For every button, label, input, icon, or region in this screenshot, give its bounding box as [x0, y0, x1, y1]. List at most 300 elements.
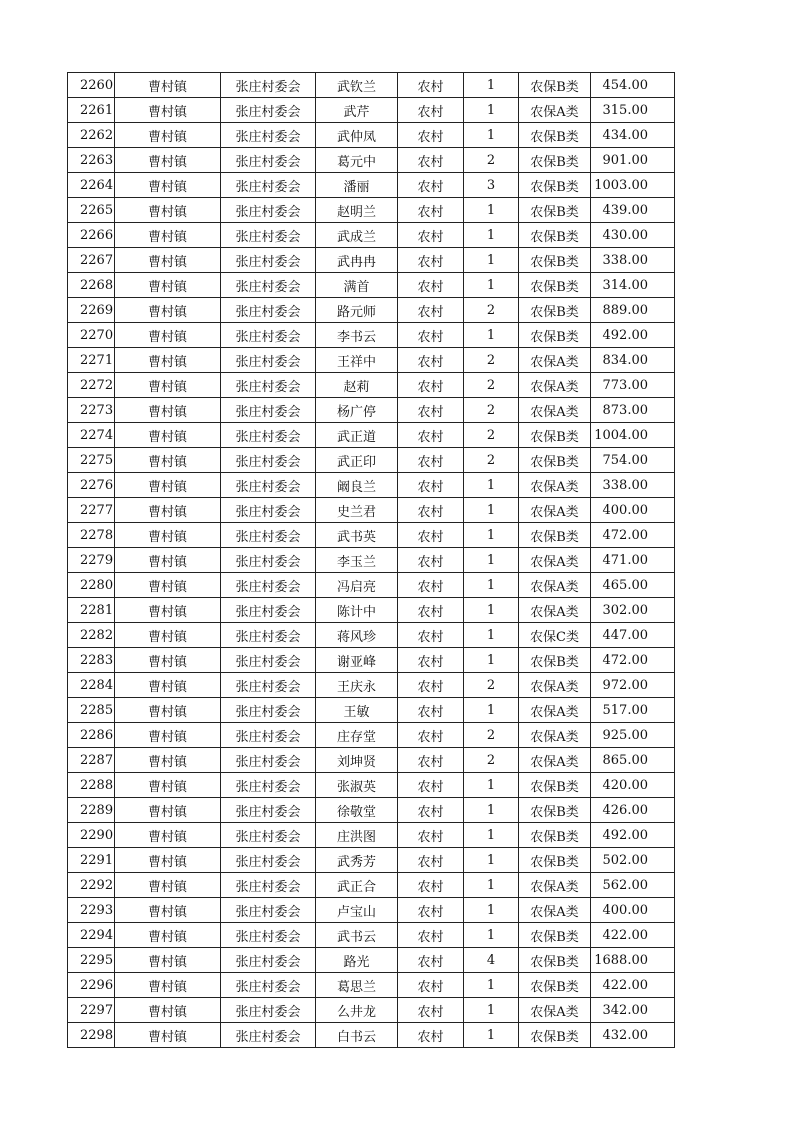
town-cell: 曹村镇: [115, 323, 221, 348]
village-cell: 张庄村委会: [221, 973, 316, 998]
town-cell: 曹村镇: [115, 173, 221, 198]
serial-cell: 2260: [68, 73, 115, 98]
member-count-cell: 1: [464, 198, 519, 223]
category-cell: 农保B类: [519, 523, 591, 548]
household-type-cell: 农村: [398, 898, 464, 923]
village-cell: 张庄村委会: [221, 698, 316, 723]
household-type-cell: 农村: [398, 923, 464, 948]
table-row: [68, 223, 675, 248]
name-cell: 路光: [316, 948, 398, 973]
category-cell: 农保A类: [519, 698, 591, 723]
category-cell: 农保B类: [519, 273, 591, 298]
amount-cell: 1004.00: [591, 423, 675, 448]
serial-cell: 2295: [68, 948, 115, 973]
serial-cell: 2268: [68, 273, 115, 298]
amount-cell: 400.00: [591, 898, 675, 923]
table-row: [68, 698, 675, 723]
household-type-cell: 农村: [398, 373, 464, 398]
amount-cell: 465.00: [591, 573, 675, 598]
village-cell: 张庄村委会: [221, 348, 316, 373]
table-row: [68, 973, 675, 998]
name-cell: 武冉冉: [316, 248, 398, 273]
household-type-cell: 农村: [398, 73, 464, 98]
amount-cell: 471.00: [591, 548, 675, 573]
household-type-cell: 农村: [398, 248, 464, 273]
serial-cell: 2294: [68, 923, 115, 948]
member-count-cell: 2: [464, 723, 519, 748]
village-cell: 张庄村委会: [221, 198, 316, 223]
serial-cell: 2285: [68, 698, 115, 723]
category-cell: 农保B类: [519, 923, 591, 948]
village-cell: 张庄村委会: [221, 123, 316, 148]
town-cell: 曹村镇: [115, 598, 221, 623]
serial-cell: 2283: [68, 648, 115, 673]
member-count-cell: 1: [464, 1023, 519, 1048]
serial-cell: 2274: [68, 423, 115, 448]
amount-cell: 434.00: [591, 123, 675, 148]
village-cell: 张庄村委会: [221, 423, 316, 448]
table-row: [68, 323, 675, 348]
category-cell: 农保B类: [519, 448, 591, 473]
household-type-cell: 农村: [398, 873, 464, 898]
household-type-cell: 农村: [398, 798, 464, 823]
amount-cell: 439.00: [591, 198, 675, 223]
serial-cell: 2288: [68, 773, 115, 798]
serial-cell: 2263: [68, 148, 115, 173]
village-cell: 张庄村委会: [221, 773, 316, 798]
amount-cell: 315.00: [591, 98, 675, 123]
name-cell: 史兰君: [316, 498, 398, 523]
town-cell: 曹村镇: [115, 548, 221, 573]
member-count-cell: 1: [464, 548, 519, 573]
name-cell: 武钦兰: [316, 73, 398, 98]
category-cell: 农保B类: [519, 823, 591, 848]
table-row: [68, 948, 675, 973]
serial-cell: 2261: [68, 98, 115, 123]
member-count-cell: 1: [464, 973, 519, 998]
town-cell: 曹村镇: [115, 573, 221, 598]
table-row: [68, 773, 675, 798]
name-cell: 庄洪图: [316, 823, 398, 848]
table-body: [68, 73, 675, 1048]
serial-cell: 2296: [68, 973, 115, 998]
table-row: [68, 548, 675, 573]
name-cell: 谢亚峰: [316, 648, 398, 673]
category-cell: 农保B类: [519, 423, 591, 448]
serial-cell: 2281: [68, 598, 115, 623]
village-cell: 张庄村委会: [221, 248, 316, 273]
amount-cell: 338.00: [591, 473, 675, 498]
name-cell: 武正道: [316, 423, 398, 448]
member-count-cell: 1: [464, 898, 519, 923]
serial-cell: 2287: [68, 748, 115, 773]
serial-cell: 2277: [68, 498, 115, 523]
member-count-cell: 1: [464, 598, 519, 623]
town-cell: 曹村镇: [115, 898, 221, 923]
category-cell: 农保A类: [519, 373, 591, 398]
town-cell: 曹村镇: [115, 298, 221, 323]
table-row: [68, 348, 675, 373]
table-row: [68, 373, 675, 398]
amount-cell: 422.00: [591, 973, 675, 998]
category-cell: 农保B类: [519, 123, 591, 148]
amount-cell: 865.00: [591, 748, 675, 773]
town-cell: 曹村镇: [115, 798, 221, 823]
serial-cell: 2272: [68, 373, 115, 398]
town-cell: 曹村镇: [115, 473, 221, 498]
name-cell: 阚良兰: [316, 473, 398, 498]
member-count-cell: 1: [464, 773, 519, 798]
member-count-cell: 2: [464, 148, 519, 173]
member-count-cell: 2: [464, 348, 519, 373]
amount-cell: 925.00: [591, 723, 675, 748]
serial-cell: 2298: [68, 1023, 115, 1048]
village-cell: 张庄村委会: [221, 498, 316, 523]
table-row: [68, 598, 675, 623]
name-cell: 武芹: [316, 98, 398, 123]
household-type-cell: 农村: [398, 223, 464, 248]
table-row: [68, 448, 675, 473]
category-cell: 农保B类: [519, 148, 591, 173]
category-cell: 农保B类: [519, 248, 591, 273]
amount-cell: 432.00: [591, 1023, 675, 1048]
village-cell: 张庄村委会: [221, 398, 316, 423]
household-type-cell: 农村: [398, 173, 464, 198]
serial-cell: 2264: [68, 173, 115, 198]
category-cell: 农保B类: [519, 173, 591, 198]
name-cell: 葛思兰: [316, 973, 398, 998]
member-count-cell: 1: [464, 648, 519, 673]
name-cell: 武书英: [316, 523, 398, 548]
serial-cell: 2290: [68, 823, 115, 848]
name-cell: 陈计中: [316, 598, 398, 623]
village-cell: 张庄村委会: [221, 373, 316, 398]
town-cell: 曹村镇: [115, 623, 221, 648]
name-cell: 李玉兰: [316, 548, 398, 573]
amount-cell: 426.00: [591, 798, 675, 823]
serial-cell: 2284: [68, 673, 115, 698]
member-count-cell: 2: [464, 448, 519, 473]
town-cell: 曹村镇: [115, 848, 221, 873]
amount-cell: 454.00: [591, 73, 675, 98]
household-type-cell: 农村: [398, 748, 464, 773]
category-cell: 农保A类: [519, 998, 591, 1023]
amount-cell: 1688.00: [591, 948, 675, 973]
household-type-cell: 农村: [398, 673, 464, 698]
serial-cell: 2297: [68, 998, 115, 1023]
category-cell: 农保B类: [519, 973, 591, 998]
serial-cell: 2267: [68, 248, 115, 273]
amount-cell: 472.00: [591, 523, 675, 548]
name-cell: 武正合: [316, 873, 398, 898]
name-cell: 么井龙: [316, 998, 398, 1023]
member-count-cell: 1: [464, 923, 519, 948]
household-type-cell: 农村: [398, 448, 464, 473]
village-cell: 张庄村委会: [221, 323, 316, 348]
category-cell: 农保A类: [519, 598, 591, 623]
member-count-cell: 1: [464, 273, 519, 298]
household-type-cell: 农村: [398, 973, 464, 998]
town-cell: 曹村镇: [115, 723, 221, 748]
name-cell: 路元师: [316, 298, 398, 323]
name-cell: 赵明兰: [316, 198, 398, 223]
village-cell: 张庄村委会: [221, 723, 316, 748]
table-row: [68, 173, 675, 198]
town-cell: 曹村镇: [115, 698, 221, 723]
table-row: [68, 798, 675, 823]
table-row: [68, 123, 675, 148]
amount-cell: 400.00: [591, 498, 675, 523]
village-cell: 张庄村委会: [221, 823, 316, 848]
village-cell: 张庄村委会: [221, 898, 316, 923]
serial-cell: 2276: [68, 473, 115, 498]
member-count-cell: 4: [464, 948, 519, 973]
village-cell: 张庄村委会: [221, 923, 316, 948]
category-cell: 农保A类: [519, 348, 591, 373]
household-type-cell: 农村: [398, 948, 464, 973]
category-cell: 农保B类: [519, 648, 591, 673]
member-count-cell: 1: [464, 573, 519, 598]
category-cell: 农保B类: [519, 223, 591, 248]
name-cell: 满首: [316, 273, 398, 298]
table-row: [68, 673, 675, 698]
member-count-cell: 1: [464, 998, 519, 1023]
category-cell: 农保B类: [519, 323, 591, 348]
member-count-cell: 1: [464, 73, 519, 98]
table-row: [68, 298, 675, 323]
town-cell: 曹村镇: [115, 198, 221, 223]
household-type-cell: 农村: [398, 998, 464, 1023]
table-row: [68, 473, 675, 498]
category-cell: 农保C类: [519, 623, 591, 648]
category-cell: 农保A类: [519, 748, 591, 773]
town-cell: 曹村镇: [115, 1023, 221, 1048]
category-cell: 农保B类: [519, 1023, 591, 1048]
table-row: [68, 423, 675, 448]
amount-cell: 422.00: [591, 923, 675, 948]
serial-cell: 2282: [68, 623, 115, 648]
household-type-cell: 农村: [398, 823, 464, 848]
village-cell: 张庄村委会: [221, 673, 316, 698]
village-cell: 张庄村委会: [221, 948, 316, 973]
table-row: [68, 1023, 675, 1048]
category-cell: 农保B类: [519, 948, 591, 973]
amount-cell: 338.00: [591, 248, 675, 273]
amount-cell: 472.00: [591, 648, 675, 673]
serial-cell: 2275: [68, 448, 115, 473]
village-cell: 张庄村委会: [221, 523, 316, 548]
category-cell: 农保A类: [519, 548, 591, 573]
member-count-cell: 1: [464, 323, 519, 348]
household-type-cell: 农村: [398, 648, 464, 673]
table-row: [68, 148, 675, 173]
table-row: [68, 523, 675, 548]
table-row: [68, 498, 675, 523]
town-cell: 曹村镇: [115, 873, 221, 898]
table-row: [68, 873, 675, 898]
village-cell: 张庄村委会: [221, 1023, 316, 1048]
member-count-cell: 2: [464, 748, 519, 773]
name-cell: 武书云: [316, 923, 398, 948]
table-row: [68, 723, 675, 748]
village-cell: 张庄村委会: [221, 623, 316, 648]
name-cell: 庄存堂: [316, 723, 398, 748]
category-cell: 农保A类: [519, 98, 591, 123]
serial-cell: 2278: [68, 523, 115, 548]
serial-cell: 2270: [68, 323, 115, 348]
serial-cell: 2289: [68, 798, 115, 823]
table-row: [68, 848, 675, 873]
table-row: [68, 248, 675, 273]
town-cell: 曹村镇: [115, 998, 221, 1023]
household-type-cell: 农村: [398, 423, 464, 448]
name-cell: 王庆永: [316, 673, 398, 698]
amount-cell: 873.00: [591, 398, 675, 423]
name-cell: 王祥中: [316, 348, 398, 373]
category-cell: 农保A类: [519, 723, 591, 748]
category-cell: 农保B类: [519, 198, 591, 223]
name-cell: 卢宝山: [316, 898, 398, 923]
amount-cell: 314.00: [591, 273, 675, 298]
town-cell: 曹村镇: [115, 748, 221, 773]
category-cell: 农保A类: [519, 673, 591, 698]
serial-cell: 2273: [68, 398, 115, 423]
village-cell: 张庄村委会: [221, 848, 316, 873]
member-count-cell: 1: [464, 823, 519, 848]
village-cell: 张庄村委会: [221, 548, 316, 573]
household-type-cell: 农村: [398, 548, 464, 573]
member-count-cell: 1: [464, 848, 519, 873]
household-type-cell: 农村: [398, 498, 464, 523]
town-cell: 曹村镇: [115, 73, 221, 98]
table-row: [68, 623, 675, 648]
town-cell: 曹村镇: [115, 373, 221, 398]
member-count-cell: 1: [464, 873, 519, 898]
amount-cell: 773.00: [591, 373, 675, 398]
amount-cell: 754.00: [591, 448, 675, 473]
name-cell: 武成兰: [316, 223, 398, 248]
table-row: [68, 923, 675, 948]
village-cell: 张庄村委会: [221, 148, 316, 173]
member-count-cell: 1: [464, 123, 519, 148]
beneficiary-table: [67, 72, 675, 1048]
category-cell: 农保B类: [519, 298, 591, 323]
village-cell: 张庄村委会: [221, 798, 316, 823]
name-cell: 潘丽: [316, 173, 398, 198]
member-count-cell: 1: [464, 698, 519, 723]
amount-cell: 447.00: [591, 623, 675, 648]
name-cell: 武秀芳: [316, 848, 398, 873]
town-cell: 曹村镇: [115, 423, 221, 448]
table-row: [68, 898, 675, 923]
town-cell: 曹村镇: [115, 348, 221, 373]
village-cell: 张庄村委会: [221, 573, 316, 598]
village-cell: 张庄村委会: [221, 748, 316, 773]
amount-cell: 492.00: [591, 823, 675, 848]
household-type-cell: 农村: [398, 148, 464, 173]
category-cell: 农保B类: [519, 773, 591, 798]
village-cell: 张庄村委会: [221, 448, 316, 473]
amount-cell: 492.00: [591, 323, 675, 348]
amount-cell: 420.00: [591, 773, 675, 798]
town-cell: 曹村镇: [115, 98, 221, 123]
serial-cell: 2271: [68, 348, 115, 373]
town-cell: 曹村镇: [115, 648, 221, 673]
serial-cell: 2280: [68, 573, 115, 598]
town-cell: 曹村镇: [115, 123, 221, 148]
table-row: [68, 98, 675, 123]
household-type-cell: 农村: [398, 598, 464, 623]
table-row: [68, 648, 675, 673]
amount-cell: 901.00: [591, 148, 675, 173]
town-cell: 曹村镇: [115, 948, 221, 973]
village-cell: 张庄村委会: [221, 223, 316, 248]
amount-cell: 562.00: [591, 873, 675, 898]
amount-cell: 834.00: [591, 348, 675, 373]
village-cell: 张庄村委会: [221, 73, 316, 98]
member-count-cell: 2: [464, 423, 519, 448]
name-cell: 刘坤贤: [316, 748, 398, 773]
table-row: [68, 73, 675, 98]
serial-cell: 2291: [68, 848, 115, 873]
town-cell: 曹村镇: [115, 448, 221, 473]
town-cell: 曹村镇: [115, 148, 221, 173]
member-count-cell: 1: [464, 798, 519, 823]
amount-cell: 502.00: [591, 848, 675, 873]
town-cell: 曹村镇: [115, 673, 221, 698]
category-cell: 农保B类: [519, 73, 591, 98]
name-cell: 张淑英: [316, 773, 398, 798]
town-cell: 曹村镇: [115, 923, 221, 948]
member-count-cell: 1: [464, 98, 519, 123]
household-type-cell: 农村: [398, 1023, 464, 1048]
town-cell: 曹村镇: [115, 398, 221, 423]
serial-cell: 2286: [68, 723, 115, 748]
table-row: [68, 748, 675, 773]
amount-cell: 889.00: [591, 298, 675, 323]
household-type-cell: 农村: [398, 473, 464, 498]
table-row: [68, 998, 675, 1023]
member-count-cell: 2: [464, 673, 519, 698]
household-type-cell: 农村: [398, 398, 464, 423]
household-type-cell: 农村: [398, 723, 464, 748]
member-count-cell: 1: [464, 498, 519, 523]
village-cell: 张庄村委会: [221, 473, 316, 498]
category-cell: 农保A类: [519, 573, 591, 598]
household-type-cell: 农村: [398, 98, 464, 123]
household-type-cell: 农村: [398, 198, 464, 223]
serial-cell: 2266: [68, 223, 115, 248]
name-cell: 冯启亮: [316, 573, 398, 598]
town-cell: 曹村镇: [115, 498, 221, 523]
household-type-cell: 农村: [398, 773, 464, 798]
serial-cell: 2293: [68, 898, 115, 923]
serial-cell: 2265: [68, 198, 115, 223]
table-row: [68, 573, 675, 598]
category-cell: 农保A类: [519, 898, 591, 923]
amount-cell: 430.00: [591, 223, 675, 248]
serial-cell: 2269: [68, 298, 115, 323]
village-cell: 张庄村委会: [221, 298, 316, 323]
serial-cell: 2292: [68, 873, 115, 898]
village-cell: 张庄村委会: [221, 98, 316, 123]
member-count-cell: 1: [464, 473, 519, 498]
household-type-cell: 农村: [398, 523, 464, 548]
member-count-cell: 2: [464, 298, 519, 323]
category-cell: 农保B类: [519, 848, 591, 873]
table-row: [68, 273, 675, 298]
village-cell: 张庄村委会: [221, 998, 316, 1023]
